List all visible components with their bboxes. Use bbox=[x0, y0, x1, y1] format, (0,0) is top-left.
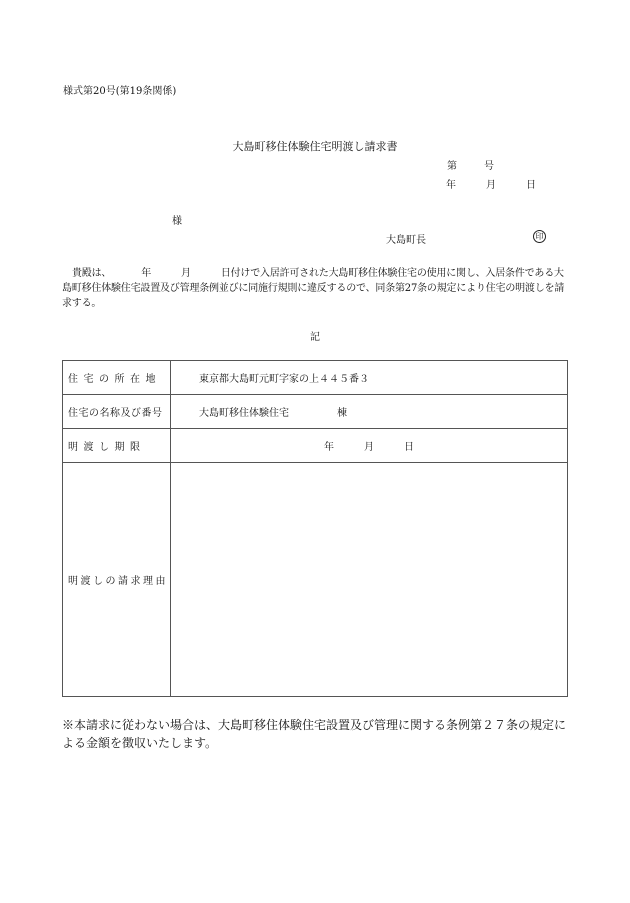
issue-date-month: 月 bbox=[486, 180, 496, 191]
table-row-reason bbox=[63, 463, 568, 697]
document-number-line bbox=[447, 157, 494, 172]
table-row-deadline bbox=[63, 429, 568, 463]
reason-value bbox=[171, 463, 568, 697]
body-lead: 貴殿は、 bbox=[72, 268, 112, 279]
house-number-suffix: 棟 bbox=[337, 408, 347, 419]
body-main: 日付けで入居許可された大島町移住体験住宅の使用に関し、入居条件である大島町移住体験住宅設置及び管理条例並びに同施行規則に違反するので、同条第27条の規定により住宅の明渡しを請求する。 bbox=[62, 268, 565, 309]
deadline-label: 明渡し期限 bbox=[63, 429, 171, 463]
detail-table bbox=[62, 360, 568, 697]
footer-note: ※本請求に従わない場合は、大島町移住体験住宅設置及び管理に関する条例第２７条の規定による金額を徴収いたします。 bbox=[62, 718, 567, 750]
deadline-month: 月 bbox=[364, 442, 374, 453]
house-name-cell bbox=[171, 395, 568, 429]
table-row-address bbox=[63, 361, 568, 395]
number-go: 号 bbox=[484, 161, 494, 172]
document-title: 大島町移住体験住宅明渡し請求書 bbox=[232, 140, 398, 153]
body-paragraph bbox=[62, 266, 568, 311]
issue-date-line bbox=[446, 176, 536, 191]
issue-date-day: 日 bbox=[526, 180, 536, 191]
deadline-date-cell bbox=[171, 429, 568, 463]
seal-mark: 印 bbox=[533, 230, 546, 243]
body-year: 年 bbox=[141, 268, 152, 279]
address-value: 東京都大島町元町字家の上４４５番３ bbox=[171, 361, 568, 395]
deadline-day: 日 bbox=[404, 442, 414, 453]
number-dai: 第 bbox=[447, 161, 457, 172]
addressee-sama: 様 bbox=[172, 216, 182, 227]
address-label: 住宅の所在地 bbox=[63, 361, 171, 395]
table-row-house-name bbox=[63, 395, 568, 429]
mayor-title: 大島町長 bbox=[386, 235, 426, 246]
ki-label: 記 bbox=[310, 332, 320, 343]
house-name-value: 大島町移住体験住宅 bbox=[199, 408, 289, 419]
deadline-year: 年 bbox=[324, 442, 334, 453]
issue-date-year: 年 bbox=[446, 180, 456, 191]
house-name-label: 住宅の名称及び番号 bbox=[63, 395, 171, 429]
form-number: 様式第20号(第19条関係) bbox=[63, 86, 177, 97]
body-month: 月 bbox=[181, 268, 191, 279]
reason-label: 明渡しの請求理由 bbox=[63, 463, 171, 697]
